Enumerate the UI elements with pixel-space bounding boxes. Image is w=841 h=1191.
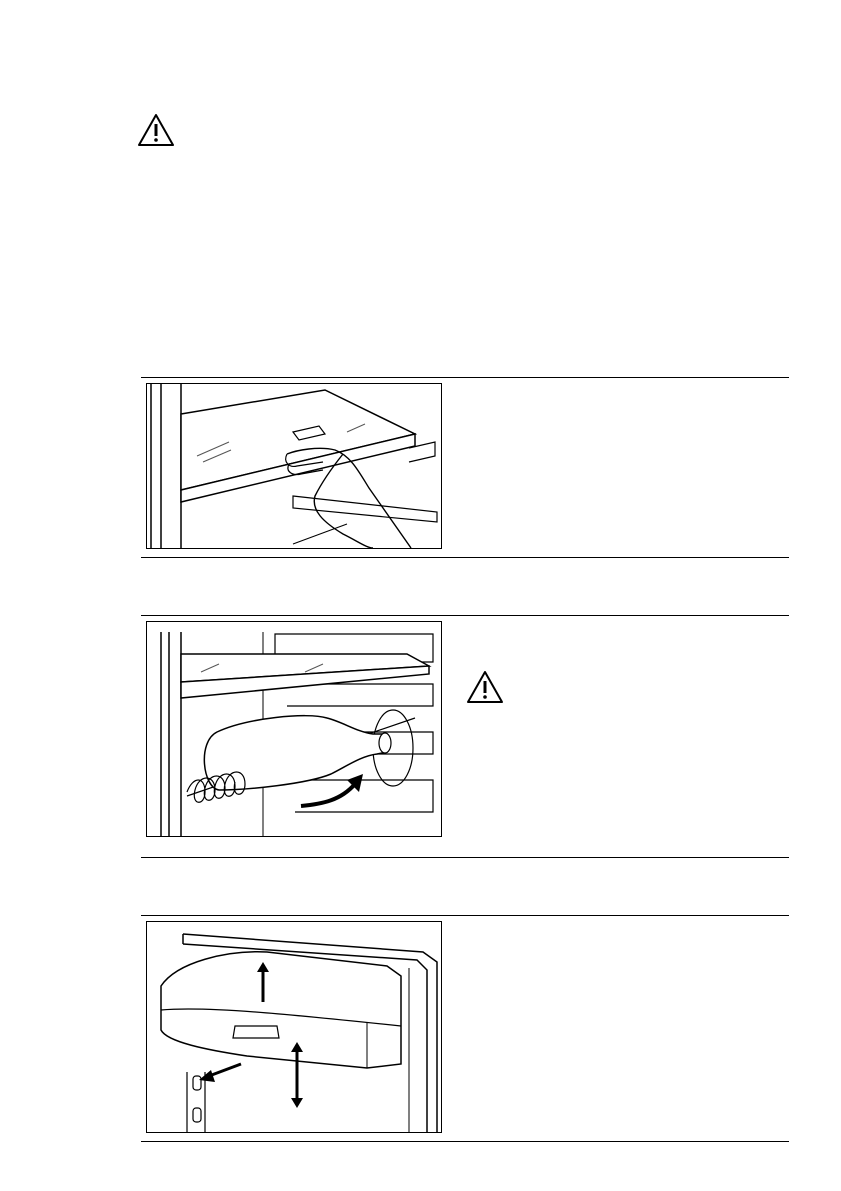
section-top-rule [141, 615, 789, 616]
section-bottom-rule [141, 1141, 789, 1142]
section-bottom-rule [141, 557, 789, 558]
warning-icon [137, 113, 175, 147]
section-top-rule [141, 377, 789, 378]
door-bin-figure [146, 921, 442, 1133]
warning-icon [466, 670, 504, 704]
section-bottom-rule [141, 857, 789, 858]
section-top-rule [141, 915, 789, 916]
shelf-removal-figure [146, 383, 442, 549]
bottle-rack-figure [146, 621, 442, 837]
